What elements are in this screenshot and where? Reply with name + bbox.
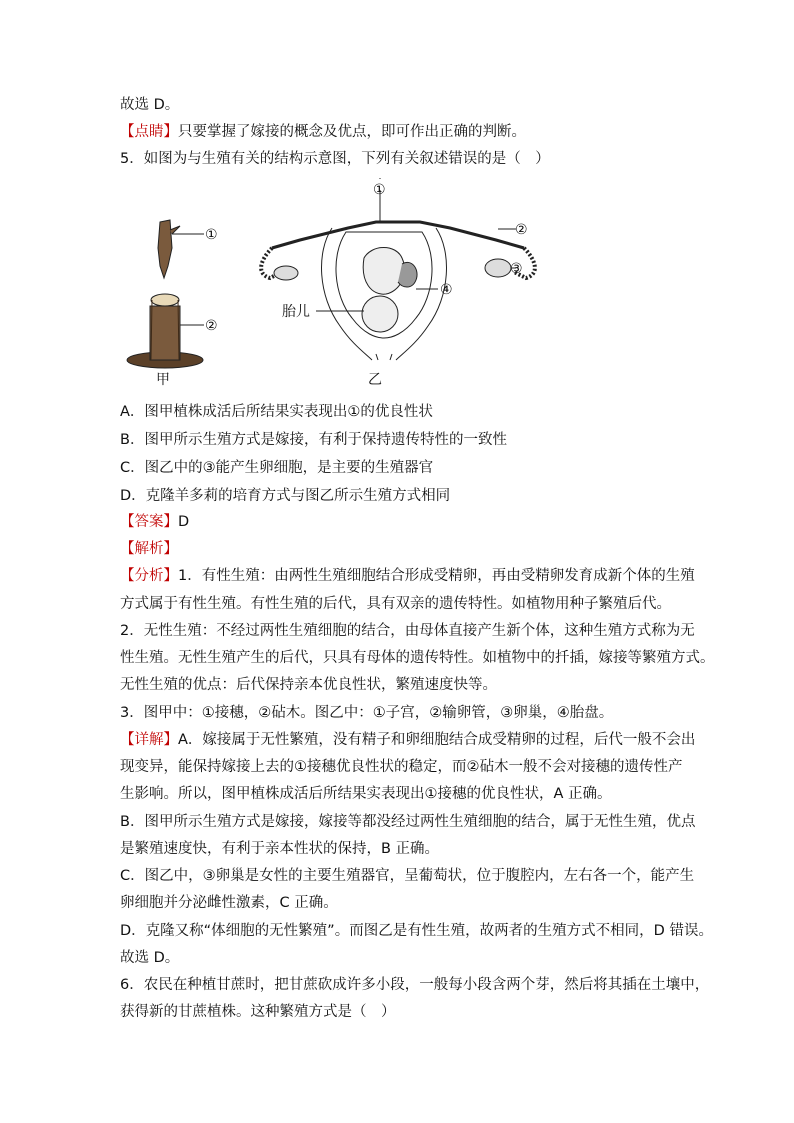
detail-line-4: B．图甲所示生殖方式是嫁接，嫁接等都没经过两性生殖细胞的结合，属于无性生殖，优点 [120,814,696,830]
analysis-tag: 【解析】 [120,541,178,557]
uterus-markers [282,182,528,320]
detail-line-8: D．克隆又称“体细胞的无性繁殖”。而图乙是有性生殖，故两者的生殖方式不相同，D 错误。 [120,923,713,939]
analysis-text-1: 1．有性生殖：由两性生殖细胞结合形成受精卵，再由受精卵发育成新个体的生殖 [178,568,695,584]
caption-yi: 乙 [368,372,382,388]
tip-tag: 【点睛】 [120,124,178,140]
analysis-line-2: 方式属于有性生殖。有性生殖的后代，具有双亲的遗传特性。如植物用种子繁殖后代。 [120,596,671,612]
conclusion-line: 故选 D。 [120,97,180,113]
grafting-markers [205,227,218,334]
option-d: D．克隆羊多莉的培育方式与图乙所示生殖方式相同 [120,488,451,504]
grafting-diagram [127,220,204,368]
label-jia-2: ② [205,318,218,334]
option-c: C．图乙中的③能产生卵细胞，是主要的生殖器官 [120,460,434,476]
tip-line [120,122,680,142]
analysis-line-6: 3．图甲中：①接穗，②砧木。图乙中：①子宫，②输卵管，③卵巢，④胎盘。 [120,705,614,721]
option-a: A．图甲植株成活后所结果实表现出①的优良性状 [120,404,433,420]
detail-line-7: 卵细胞并分泌雌性激素，C 正确。 [120,895,338,911]
reproduction-figure [120,178,540,394]
tip-text: 只要掌握了嫁接的概念及优点，即可作出正确的判断。 [178,124,526,140]
figure-captions [156,372,382,388]
caption-jia: 甲 [156,372,170,388]
detail-line-2: 现变异，能保持嫁接上去的①接穗优良性状的稳定，而②砧木一般不会对接穗的遗传性产 [120,759,683,775]
question-6-line-1: 6．农民在种植甘蔗时，把甘蔗砍成许多小段，一般每小段含两个芽，然后将其插在土壤中， [120,977,710,993]
analysis-sub-tag: 【分析】 [120,568,178,584]
analysis-line-1 [120,566,695,586]
figure-svg [120,178,540,394]
detail-line-6: C．图乙中，③卵巢是女性的主要生殖器官，呈葡萄状，位于腹腔内，左右各一个，能产生 [120,868,695,884]
label-yi-3: ③ [510,261,523,277]
detail-line-9: 故选 D。 [120,950,180,966]
label-yi-4: ④ [440,282,453,298]
question-5-stem: 5．如图为与生殖有关的结构示意图，下列有关叙述错误的是（ ） [120,151,550,167]
fetus-label: 胎儿 [282,304,310,320]
answer-line [120,512,680,532]
analysis-line-4: 性生殖。无性生殖产生的后代，只具有母体的遗传特性。如植物中的扦插，嫁接等繁殖方式。 [120,650,715,666]
label-yi-2: ② [515,222,528,238]
analysis-line-5: 无性生殖的优点：后代保持亲本优良性状，繁殖速度快等。 [120,677,497,693]
label-yi-1: ① [373,182,386,198]
uterus-diagram [261,178,535,360]
detail-tag: 【详解】 [120,732,178,748]
option-b: B．图甲所示生殖方式是嫁接，有利于保持遗传特性的一致性 [120,432,507,448]
label-jia-1: ① [205,227,218,243]
detail-line-1 [120,730,696,750]
analysis-line-3: 2．无性生殖：不经过两性生殖细胞的结合，由母体直接产生新个体，这种生殖方式称为无 [120,623,695,639]
detail-line-3: 生影响。所以，图甲植株成活后所结果实表现出①接穗的优良性状，A 正确。 [120,786,612,802]
detail-line-5: 是繁殖速度快，有利于亲本性状的保持，B 正确。 [120,841,440,857]
answer-value: D [178,514,190,530]
question-6-line-2: 获得新的甘蔗植株。这种繁殖方式是（ ） [120,1004,396,1020]
answer-tag: 【答案】 [120,514,178,530]
detail-text-1: A．嫁接属于无性繁殖，没有精子和卵细胞结合成受精卵的过程，后代一般不会出 [178,732,696,748]
